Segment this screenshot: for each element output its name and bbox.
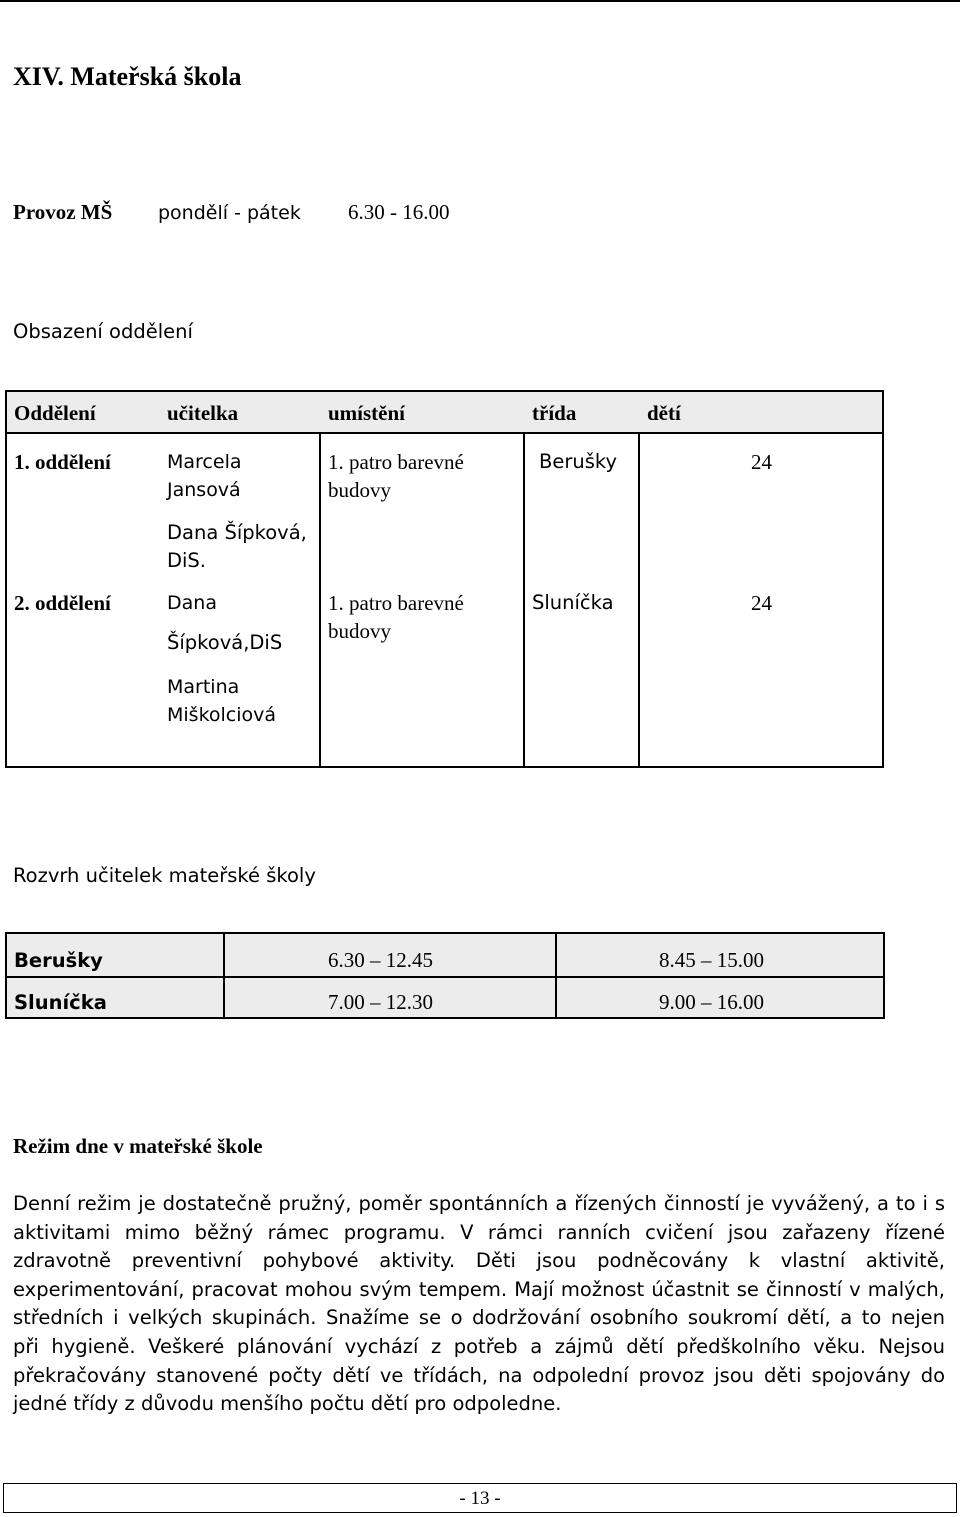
table-cell-oddeleni: 2. oddělení [14, 591, 111, 615]
table-cell-umisteni: 1. patro barevné [328, 591, 464, 615]
row-divider [7, 976, 883, 978]
table-cell-trida: Sluníčka [532, 591, 614, 614]
table-cell-umisteni: budovy [328, 619, 391, 643]
schedule-table [5, 932, 885, 1019]
schedule-cell-shift1: 6.30 – 12.45 [328, 948, 433, 972]
table-cell-ucitelka: Marcela [167, 451, 242, 473]
paragraph-line: středních i velkých skupinách. Snažíme se o dodržování osobního soukromí dětí, a to nejen [13, 1306, 945, 1330]
column-divider [638, 434, 640, 766]
header-deti: dětí [647, 401, 681, 425]
rezim-paragraph [13, 1190, 945, 1419]
table-cell-ucitelka: Šípková,DiS [167, 631, 283, 654]
table-cell-oddeleni: 1. oddělení [14, 450, 111, 474]
table-cell-ucitelka: Dana Šípková, [167, 521, 307, 544]
section-heading-obsazeni: Obsazení oddělení [13, 320, 193, 343]
table-cell-deti: 24 [751, 450, 772, 474]
provoz-days: pondělí - pátek [158, 202, 301, 224]
section-heading-rozvrh: Rozvrh učitelek mateřské školy [13, 864, 316, 887]
header-ucitelka: učitelka [167, 401, 239, 425]
table-cell-ucitelka: DiS. [167, 549, 207, 572]
table-cell-ucitelka: Miškolciová [167, 704, 277, 726]
paragraph-line: při hygieně. Veškeré plánování vychází z potřeb a zájmů dětí předškolního věku. Nejsou [13, 1334, 945, 1358]
table-cell-deti: 24 [751, 591, 772, 615]
table-header-row [7, 392, 882, 434]
top-rule [0, 0, 960, 2]
paragraph-line: aktivitami mimo běžný rámec programu. V rámci ranních cvičení jsou zařazeny řízené [13, 1220, 945, 1244]
provoz-label: Provoz MŠ [13, 200, 113, 224]
paragraph-line: zdravotně preventivní pohybové aktivity. Děti jsou podněcovány k vlastní aktivitě, [13, 1249, 945, 1273]
header-umisteni: umístění [328, 401, 406, 425]
schedule-cell-shift2: 8.45 – 15.00 [659, 948, 764, 972]
schedule-cell-trida: Berušky [14, 949, 103, 972]
page-number: - 13 - [3, 1483, 957, 1513]
column-divider [523, 434, 525, 766]
schedule-cell-shift2: 9.00 – 16.00 [659, 990, 764, 1014]
paragraph-line: jedné třídy z důvodu menšího počtu dětí pro odpoledne. [13, 1392, 562, 1416]
schedule-cell-shift1: 7.00 – 12.30 [328, 990, 433, 1014]
table-cell-umisteni: 1. patro barevné [328, 450, 464, 474]
table-cell-trida: Berušky [539, 450, 618, 473]
column-divider [223, 934, 225, 1017]
paragraph-line: experimentování, pracovat mohou svým tempem. Mají možnost účastnit se činností v malých, [13, 1277, 945, 1301]
header-oddeleni: Oddělení [14, 401, 96, 425]
schedule-cell-trida: Sluníčka [14, 991, 107, 1014]
table-cell-ucitelka: Dana [167, 592, 217, 614]
section-heading-rezim: Režim dne v mateřské škole [13, 1134, 263, 1158]
column-divider [555, 934, 557, 1017]
paragraph-line: Denní režim je dostatečně pružný, poměr spontánních a řízených činností je vyvážený, a to i s [13, 1192, 945, 1215]
column-divider [319, 434, 321, 766]
occupancy-table [5, 390, 884, 768]
table-cell-umisteni: budovy [328, 478, 391, 502]
page-title: XIV. Mateřská škola [13, 62, 242, 91]
table-cell-ucitelka: Jansová [167, 479, 241, 501]
header-trida: třída [532, 401, 577, 425]
paragraph-line: překračovány stanovené počty dětí ve třídách, na odpolední provoz jsou děti spojovány do [13, 1363, 945, 1387]
provoz-hours: 6.30 - 16.00 [348, 200, 450, 224]
table-cell-ucitelka: Martina [167, 676, 240, 698]
